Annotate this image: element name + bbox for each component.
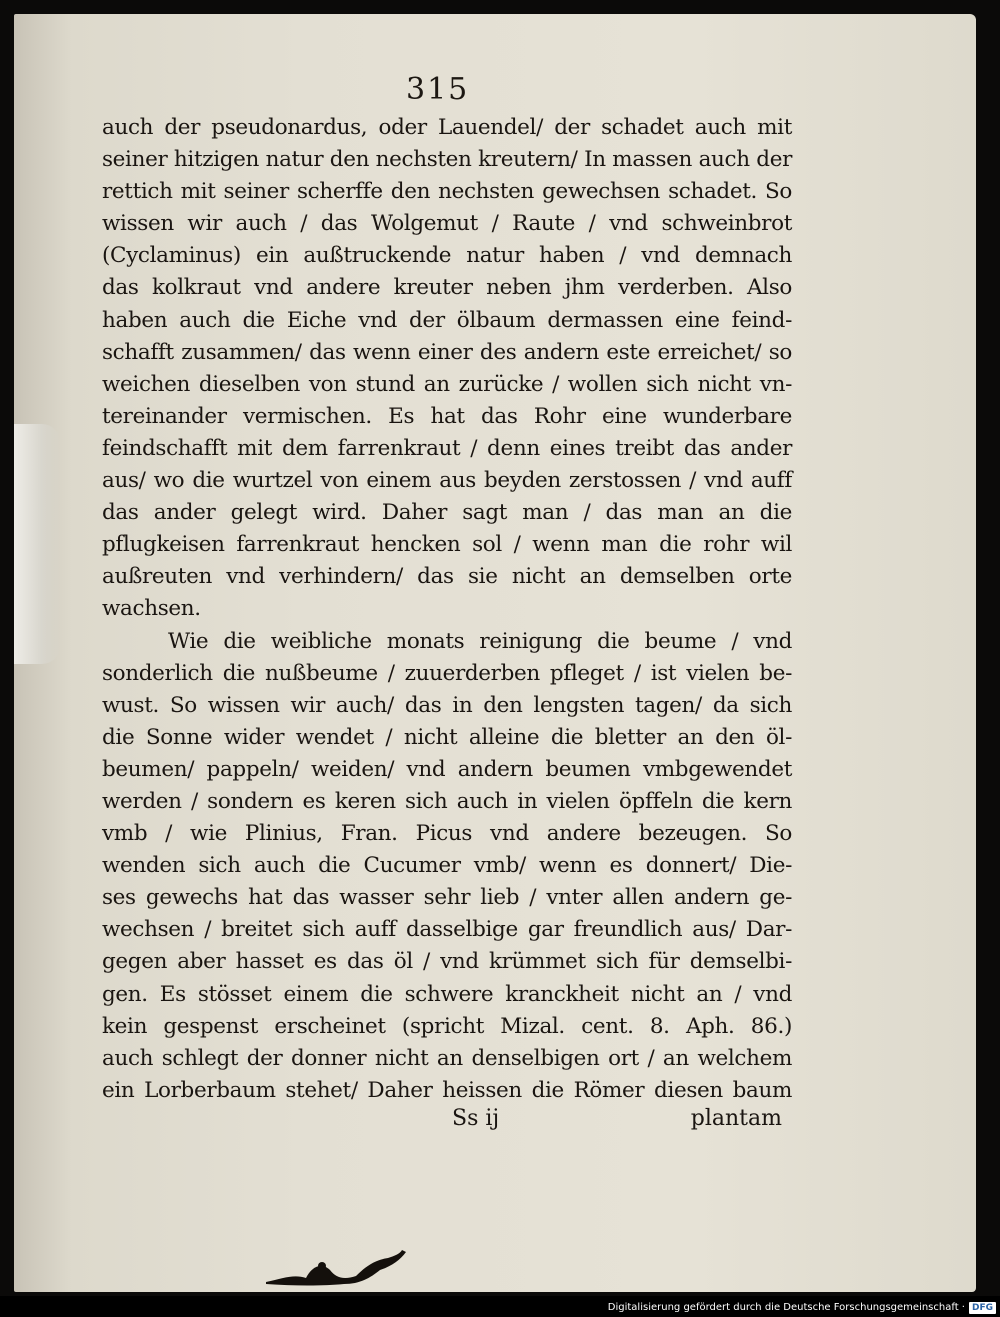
text-line: das ander gelegt wird. Daher sagt man / das man an die <box>102 500 792 526</box>
signature-mark: Ss ij <box>452 1106 500 1131</box>
text-line: wissen wir auch / das Wolgemut / Raute / vnd schweinbrot <box>102 211 792 237</box>
text-line: pflugkeisen farrenkraut hencken sol / wenn man die rohr wil <box>102 532 792 558</box>
text-line: aus/ wo die wurtzel von einem aus beyden zerstossen / vnd auff <box>102 468 792 494</box>
ink-blot-icon <box>264 1248 414 1288</box>
text-line: beumen/ pappeln/ weiden/ vnd andern beumen vmbgewendet <box>102 756 792 782</box>
dfg-logo-icon: DFG <box>969 1302 996 1314</box>
text-line: auch schlegt der donner nicht an denselbigen ort / an welchem <box>102 1045 792 1071</box>
text-line: ses gewechs hat das wasser sehr lieb / vnter allen andern ge- <box>102 885 792 911</box>
text-line: wachsen. <box>102 596 201 622</box>
text-line: schafft zusammen/ das wenn einer des andern este erreichet/ so <box>102 339 792 365</box>
text-line: gen. Es stösset einem die schwere kranckheit nicht an / vnd <box>102 981 792 1007</box>
text-line: wust. So wissen wir auch/ das in den lengsten tagen/ da sich <box>102 692 792 718</box>
text-line: wenden sich auch die Cucumer vmb/ wenn es donnert/ Die- <box>102 853 792 879</box>
text-line: (Cyclaminus) ein außtruckende natur haben / vnd demnach <box>102 243 792 269</box>
catchword: plantam <box>690 1106 782 1131</box>
body-text <box>102 112 792 1107</box>
text-line: das kolkraut vnd andere kreuter neben jhm verderben. Also <box>102 275 792 301</box>
text-line: weichen dieselben von stund an zurücke / wollen sich nicht vn- <box>102 371 792 397</box>
text-line: werden / sondern es keren sich auch in vielen öpffeln die kern <box>102 788 792 814</box>
text-line: wechsen / breitet sich auff dasselbige gar freundlich aus/ Dar- <box>102 917 792 943</box>
credit-text: Digitalisierung gefördert durch die Deutsche Forschungsgemeinschaft · <box>607 1302 965 1313</box>
text-line: ein Lorberbaum stehet/ Daher heissen die Römer diesen baum <box>102 1077 792 1103</box>
text-line: die Sonne wider wendet / nicht alleine die bletter an den öl- <box>102 724 792 750</box>
text-line: außreuten vnd verhindern/ das sie nicht an demselben orte <box>102 564 792 590</box>
digitization-credit <box>608 1300 996 1315</box>
book-page <box>14 14 976 1292</box>
text-line: tereinander vermischen. Es hat das Rohr eine wunderbare <box>102 403 792 429</box>
text-line: feindschafft mit dem farrenkraut / denn eines treibt das ander <box>102 435 792 461</box>
text-line: vmb / wie Plinius, Fran. Picus vnd andere bezeugen. So <box>102 821 792 847</box>
text-line: gegen aber hasset es das öl / vnd krümmet sich für demselbi- <box>102 949 792 975</box>
paragraph-start-line: Wie die weibliche monats reinigung die beume / vnd <box>168 628 792 654</box>
text-line: kein gespenst erscheinet (spricht Mizal. cent. 8. Aph. 86.) <box>102 1013 792 1039</box>
text-line: sonderlich die nußbeume / zuuerderben pfleget / ist vielen be- <box>102 660 792 686</box>
text-line: rettich mit seiner scherffe den nechsten gewechsen schadet. So <box>102 179 792 205</box>
binding-ribbon <box>14 424 60 664</box>
page-footer <box>102 1100 792 1140</box>
text-line: haben auch die Eiche vnd der ölbaum dermassen eine feind- <box>102 307 792 333</box>
page-number: 315 <box>406 72 470 107</box>
text-line: seiner hitzigen natur den nechsten kreutern/ In massen auch der <box>102 147 792 173</box>
text-line: auch der pseudonardus, oder Lauendel/ der schadet auch mit <box>102 115 792 140</box>
